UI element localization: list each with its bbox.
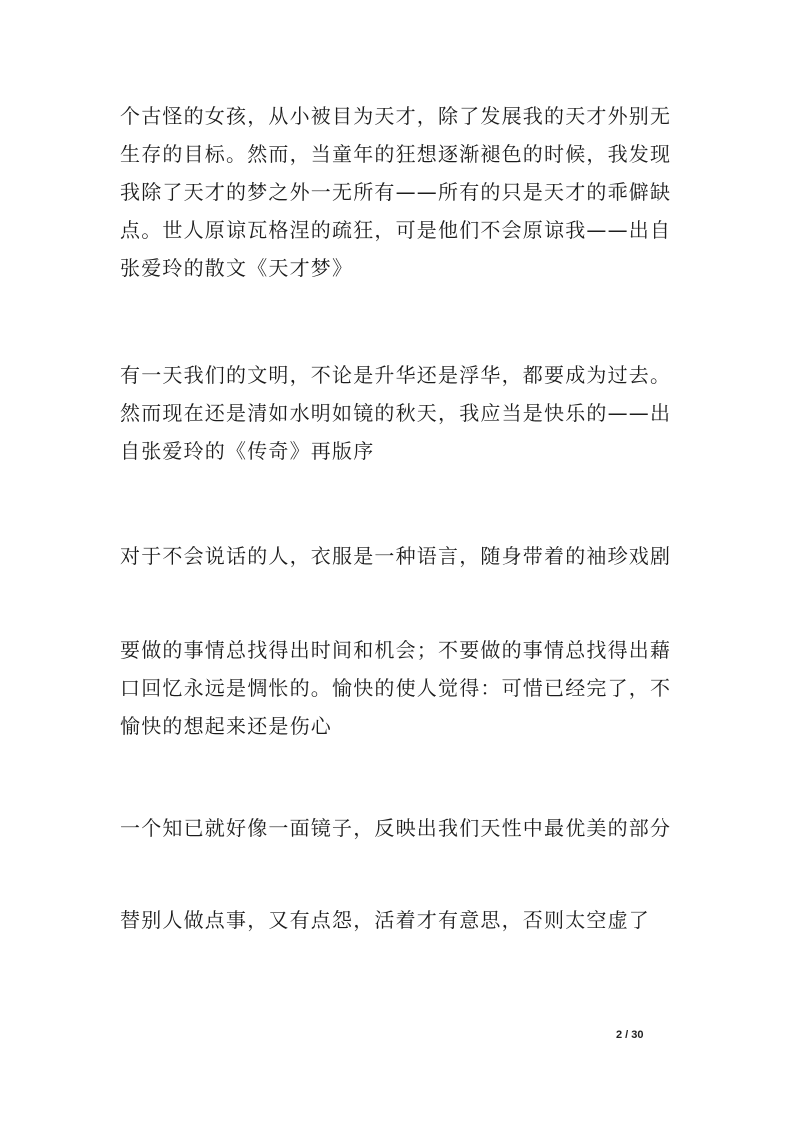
paragraph-line: 个古怪的女孩，从小被目为天才，除了发展我的天才外别无 bbox=[120, 104, 672, 128]
paragraph-line: 生存的目标。然而，当童年的狂想逐渐褪色的时候，我发现 bbox=[120, 142, 672, 166]
paragraph-line: 有一天我们的文明，不论是升华还是浮华，都要成为过去。 bbox=[120, 363, 672, 387]
paragraph-line: 张爱玲的散文《天才梦》 bbox=[120, 256, 354, 280]
paragraph-line: 自张爱玲的《传奇》再版序 bbox=[120, 439, 375, 463]
paragraph-line: 对于不会说话的人，衣服是一种语言，随身带着的袖珍戏剧 bbox=[120, 544, 672, 568]
paragraph-tiancai-meng bbox=[120, 97, 690, 287]
paragraph-line: 愉快的想起来还是伤心 bbox=[120, 714, 332, 738]
paragraph-line: 然而现在还是清如水明如镜的秋天，我应当是快乐的——出 bbox=[120, 401, 672, 425]
paragraph-line: 我除了天才的梦之外一无所有——所有的只是天才的乖僻缺 bbox=[120, 180, 672, 204]
paragraph-time-and-memory bbox=[120, 631, 690, 745]
paragraph-line: 一个知已就好像一面镜子，反映出我们天性中最优美的部分 bbox=[120, 816, 672, 840]
paragraph-line: 点。世人原谅瓦格涅的疏狂，可是他们不会原谅我——出自 bbox=[120, 218, 672, 242]
paragraph-line: 替别人做点事，又有点怨，活着才有意思，否则太空虚了 bbox=[120, 908, 650, 932]
paragraph-line: 要做的事情总找得出时间和机会；不要做的事情总找得出藉 bbox=[120, 638, 672, 662]
page-number: 2 / 30 bbox=[616, 1029, 644, 1041]
paragraph-helping-others bbox=[120, 901, 690, 939]
paragraph-chuanqi-preface bbox=[120, 356, 690, 470]
paragraph-clothing-language bbox=[120, 537, 690, 575]
paragraph-confidant-mirror bbox=[120, 809, 690, 847]
paragraph-line: 口回忆永远是惆怅的。愉快的使人觉得：可惜已经完了，不 bbox=[120, 676, 672, 700]
